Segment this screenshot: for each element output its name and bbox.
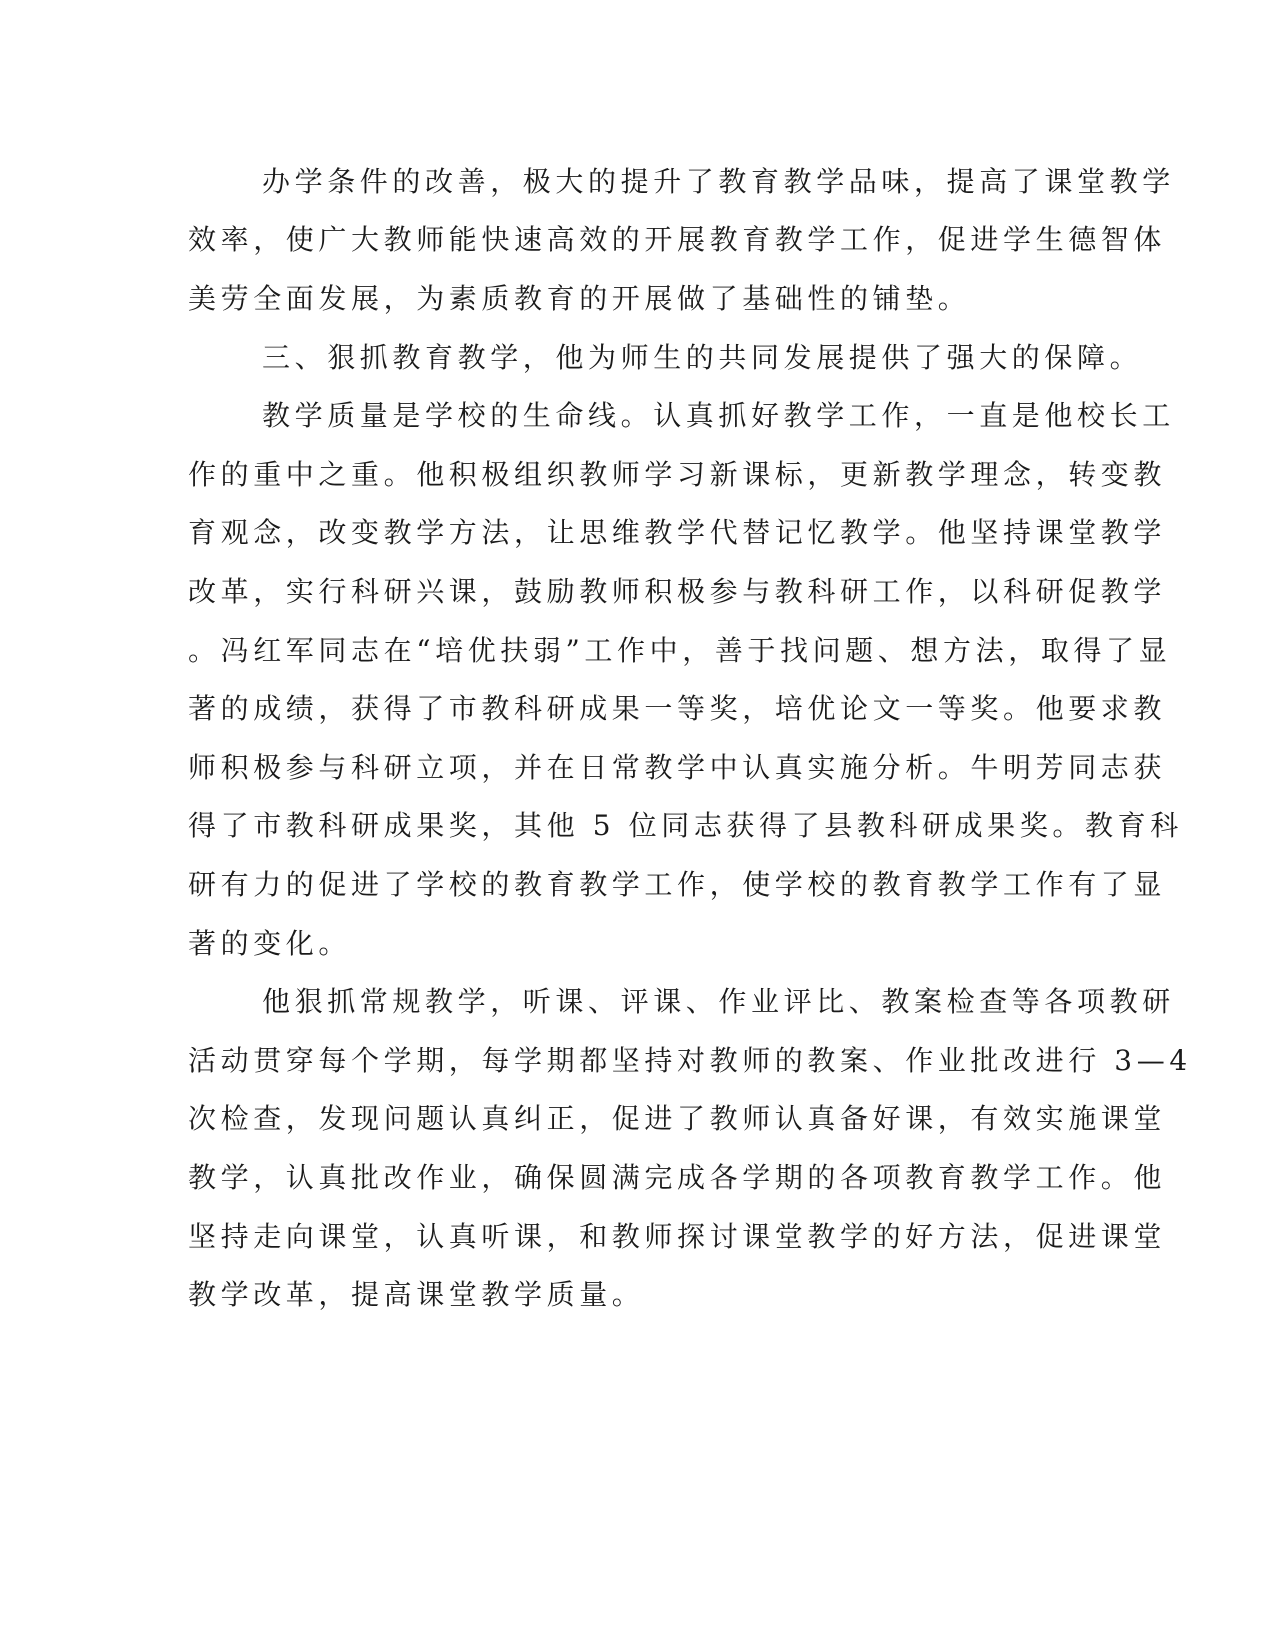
text-line: 美劳全面发展，为素质教育的开展做了基础性的铺垫。 — [188, 282, 971, 315]
section-heading: 三、狠抓教育教学，他为师生的共同发展提供了强大的保障。 — [262, 341, 1143, 374]
text-line: 著的变化。 — [188, 927, 352, 960]
text-line: 得了市教科研成果奖，其他 5 位同志获得了县教科研成果奖。教育科 — [188, 809, 1183, 842]
text-line: 。冯红军同志在“培优扶弱”工作中，善于找问题、想方法，取得了显 — [188, 634, 1172, 667]
text-line: 作的重中之重。他积极组织教师学习新课标，更新教学理念，转变教 — [188, 458, 1167, 491]
text-line: 教学，认真批改作业，确保圆满完成各学期的各项教育教学工作。他 — [188, 1161, 1167, 1194]
text-line: 师积极参与科研立项，并在日常教学中认真实施分析。牛明芳同志获 — [188, 751, 1167, 784]
text-line: 教学改革，提高课堂教学质量。 — [188, 1278, 645, 1311]
text-line: 坚持走向课堂，认真听课，和教师探讨课堂教学的好方法，促进课堂 — [188, 1220, 1167, 1253]
text-line: 活动贯穿每个学期，每学期都坚持对教师的教案、作业批改进行 3—4 — [188, 1044, 1192, 1077]
text-line: 著的成绩，获得了市教科研成果一等奖，培优论文一等奖。他要求教 — [188, 692, 1167, 725]
text-line: 育观念，改变教学方法，让思维教学代替记忆教学。他坚持课堂教学 — [188, 516, 1167, 549]
text-line: 教学质量是学校的生命线。认真抓好教学工作，一直是他校长工 — [262, 399, 1175, 432]
text-line: 次检查，发现问题认真纠正，促进了教师认真备好课，有效实施课堂 — [188, 1102, 1167, 1135]
text-line: 研有力的促进了学校的教育教学工作，使学校的教育教学工作有了显 — [188, 868, 1167, 901]
text-line: 他狠抓常规教学，听课、评课、作业评比、教案检查等各项教研 — [262, 985, 1175, 1018]
text-line: 改革，实行科研兴课，鼓励教师积极参与教科研工作，以科研促教学 — [188, 575, 1167, 608]
text-line: 办学条件的改善，极大的提升了教育教学品味，提高了课堂教学 — [262, 165, 1175, 198]
text-line: 效率，使广大教师能快速高效的开展教育教学工作，促进学生德智体 — [188, 223, 1167, 256]
